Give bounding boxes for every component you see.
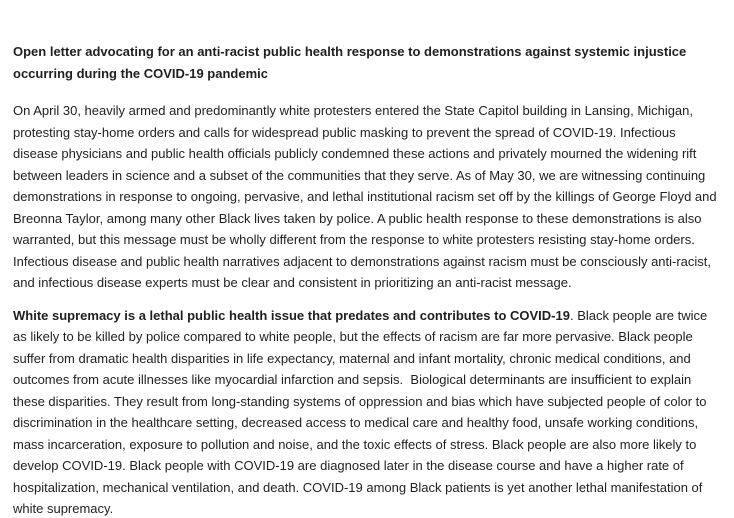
letter-paragraph-2: [13, 305, 721, 518]
paragraph-2-body: . Black people are twice as likely to be killed by police compared to white people, but the effects of racism are far more pervasive. Black people suffer from dramatic health disparities in life expectancy, maternal and infant mortality, chronic medical conditions, and outcomes from acute illnesses like myocardial infarction and sepsis. Biological determinants are insufficient to explain these disparities. They result from long-standing systems of oppression and bias which have subjected people of color to discrimination in the healthcare setting, decreased access to medical care and healthy food, unsafe working conditions, mass incarceration, exposure to pollution and noise, and the toxic effects of stress. Black people are also more likely to develop COVID-19. Black people with COVID-19 are diagnosed later in the disease course and have a higher rate of hospitalization, mechanical ventilation, and death. COVID-19 among Black patients is yet another lethal manifestation of white supremacy.: [13, 307, 711, 516]
paragraph-2-bold-lead: White supremacy is a lethal public health issue that predates and contributes to COVID-19: [13, 307, 570, 323]
letter-title: Open letter advocating for an anti-racist public health response to demonstrations against systemic injustice occurring during the COVID-19 pandemic: [13, 44, 690, 81]
letter-paragraph-1: On April 30, heavily armed and predominantly white protesters entered the State Capitol building in Lansing, Michigan, protesting stay-home orders and calls for widespread public masking to prevent the spread of COVID-19. Infectious disease physicians and public health officials publicly condemned these actions and privately mourned the widening rift between leaders in science and a subset of the communities that they serve. As of May 30, we are witnessing continuing demonstrations in response to ongoing, pervasive, and lethal institutional racism set off by the killings of George Floyd and Breonna Taylor, among many other Black lives taken by police. A public health response to these demonstrations is also warranted, but this message must be wholly different from the response to white protesters resisting stay-home orders. Infectious disease and public health narratives adjacent to demonstrations against racism must be consciously anti-racist, and infectious disease experts must be clear and consistent in prioritizing an anti-racist message.: [13, 103, 721, 290]
